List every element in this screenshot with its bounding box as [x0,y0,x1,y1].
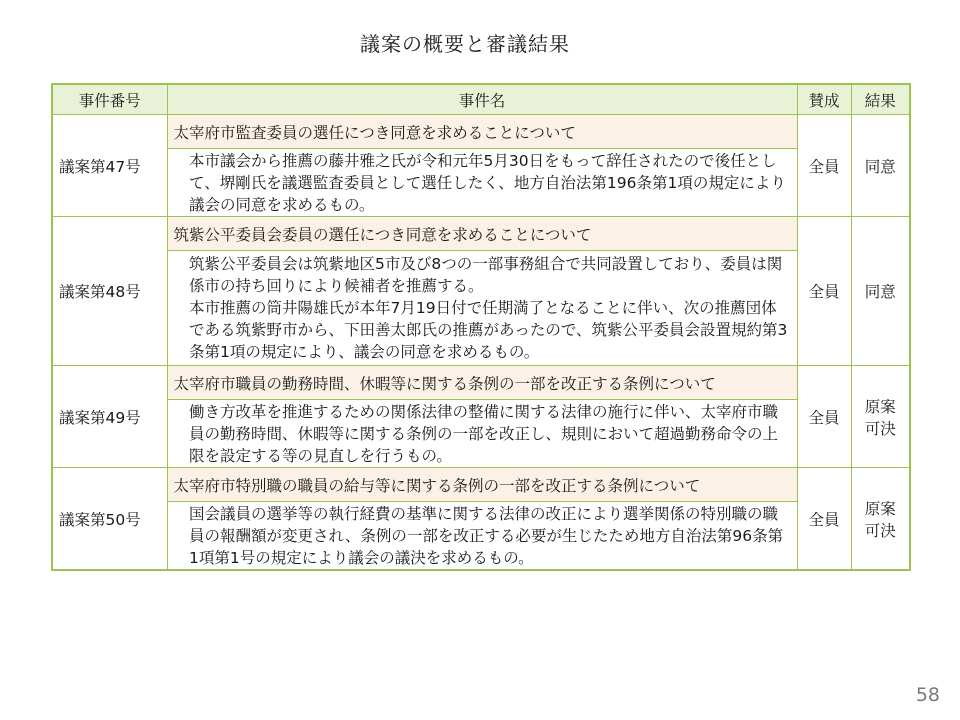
header-vote: 賛成 [797,84,851,115]
table-row-detail [52,502,910,571]
table-row [52,217,910,251]
agenda-number: 議案第50号 [52,468,167,571]
table-row-detail [52,149,910,217]
table-row [52,366,910,400]
table-header-row [52,84,910,115]
description-paragraph: 働き方改革を推進するための関係法律の整備に関する法律の施行に伴い、太宰府市職員の勤務時間、休暇等に関する条例の一部を改正し、規則において超過勤務命令の上限を設定する等の見直しを行うもの。 [189,402,779,465]
table-row-detail [52,251,910,366]
page-number: 58 [915,684,940,706]
header-name: 事件名 [167,84,797,115]
agenda-number: 議案第47号 [52,115,167,217]
agenda-result: 原案可決 [851,366,910,468]
agenda-result: 原案可決 [851,468,910,571]
agenda-description [167,400,797,468]
agenda-vote: 全員 [797,468,851,571]
agenda-subject: 太宰府市職員の勤務時間、休暇等に関する条例の一部を改正する条例について [167,366,797,400]
description-paragraph: 本市推薦の筒井陽雄氏が本年7月19日付で任期満了となることに伴い、次の推薦団体である筑紫野市から、下田善太郎氏の推薦があったので、筑紫公平委員会設置規約第3条第1項の規定により、議会の同意を求めるもの。 [189,299,788,361]
agenda-description [167,502,797,571]
table-row-detail [52,400,910,468]
agenda-number: 議案第48号 [52,217,167,366]
header-result: 結果 [851,84,910,115]
table-row [52,115,910,149]
agenda-result: 同意 [851,217,910,366]
agenda-subject: 筑紫公平委員会委員の選任につき同意を求めることについて [167,217,797,251]
agenda-vote: 全員 [797,115,851,217]
agenda-table [51,83,911,571]
agenda-subject: 太宰府市特別職の職員の給与等に関する条例の一部を改正する条例について [167,468,797,502]
agenda-result: 同意 [851,115,910,217]
agenda-vote: 全員 [797,366,851,468]
table-row [52,468,910,502]
agenda-description [167,251,797,366]
agenda-vote: 全員 [797,217,851,366]
description-paragraph: 本市議会から推薦の藤井雅之氏が令和元年5月30日をもって辞任されたので後任として、堺剛氏を議選監査委員として選任したく、地方自治法第196条第1項の規定により議会の同意を求めるもの。 [189,151,786,214]
agenda-number: 議案第49号 [52,366,167,468]
agenda-subject: 太宰府市監査委員の選任につき同意を求めることについて [167,115,797,149]
page-title: 議案の概要と審議結果 [360,32,570,56]
description-paragraph: 筑紫公平委員会は筑紫地区5市及び8つの一部事務組合で共同設置しており、委員は関係市の持ち回りにより候補者を推薦する。 [189,255,783,295]
header-number: 事件番号 [52,84,167,115]
agenda-description [167,149,797,217]
description-paragraph: 国会議員の選挙等の執行経費の基準に関する法律の改正により選挙関係の特別職の職員の報酬額が変更され、条例の一部を改正する必要が生じたため地方自治法第96条第1項第1号の規定により議会の議決を求めるもの。 [189,504,784,567]
